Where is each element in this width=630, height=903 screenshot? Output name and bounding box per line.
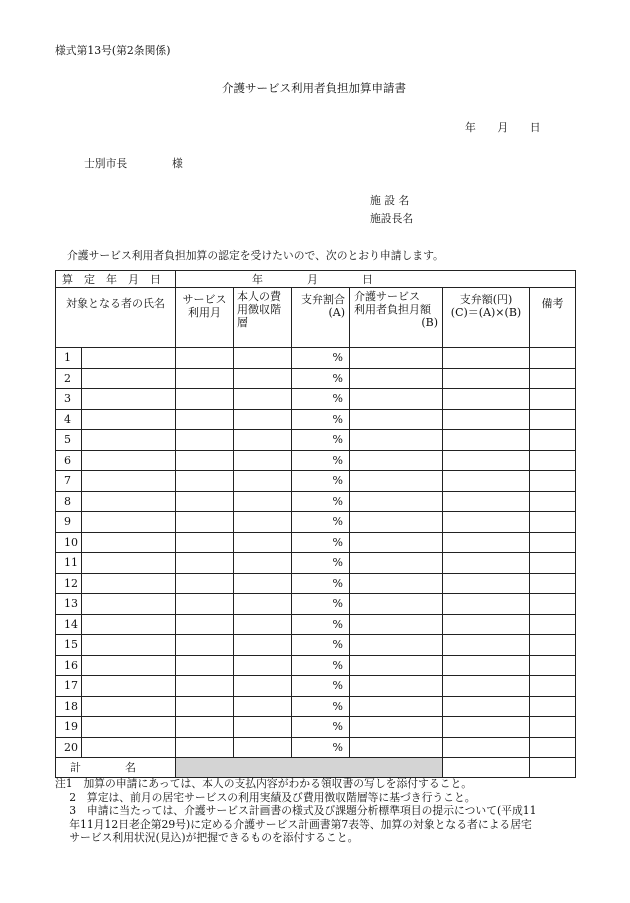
payment-amount-cell[interactable] — [443, 450, 530, 471]
monthly-burden-cell[interactable] — [350, 553, 443, 574]
name-cell[interactable] — [82, 635, 176, 656]
application-table — [55, 270, 576, 778]
monthly-burden-cell[interactable] — [350, 717, 443, 738]
service-month-cell[interactable] — [176, 348, 234, 369]
payment-rate-cell[interactable]: % — [292, 430, 350, 451]
table-row — [56, 635, 576, 656]
header-row — [56, 288, 576, 348]
remarks-cell[interactable] — [530, 471, 576, 492]
table-row — [56, 553, 576, 574]
name-cell[interactable] — [82, 676, 176, 697]
row-number: 11 — [56, 553, 82, 574]
name-cell[interactable] — [82, 368, 176, 389]
table-row — [56, 532, 576, 553]
monthly-burden-cell[interactable] — [350, 409, 443, 430]
payment-amount-cell[interactable] — [443, 409, 530, 430]
cost-tier-cell[interactable] — [234, 655, 292, 676]
cost-tier-cell[interactable] — [234, 594, 292, 615]
remarks-cell[interactable] — [530, 635, 576, 656]
name-cell[interactable] — [82, 717, 176, 738]
name-cell[interactable] — [82, 389, 176, 410]
cost-tier-cell[interactable] — [234, 430, 292, 451]
table-row — [56, 676, 576, 697]
cost-tier-cell[interactable] — [234, 553, 292, 574]
remarks-cell[interactable] — [530, 491, 576, 512]
cost-tier-cell[interactable] — [234, 512, 292, 533]
date-label: 算 定 年 月 日 — [56, 271, 176, 288]
total-amount-cell[interactable] — [443, 758, 530, 778]
table-row — [56, 409, 576, 430]
table-row — [56, 594, 576, 615]
payment-amount-cell[interactable] — [443, 737, 530, 758]
row-number: 6 — [56, 450, 82, 471]
row-number: 2 — [56, 368, 82, 389]
note-line: サービス利用状況(見込)が把握できるものを添付すること。 — [55, 831, 359, 844]
table-row — [56, 614, 576, 635]
remarks-cell[interactable] — [530, 430, 576, 451]
honorific: 様 — [172, 157, 183, 170]
table-row — [56, 573, 576, 594]
payment-amount-cell[interactable] — [443, 532, 530, 553]
row-number: 7 — [56, 471, 82, 492]
total-label: 計 名 — [56, 758, 176, 778]
remarks-cell[interactable] — [530, 450, 576, 471]
cost-tier-cell[interactable] — [234, 348, 292, 369]
row-number: 10 — [56, 532, 82, 553]
total-remarks-cell[interactable] — [530, 758, 576, 778]
table-row — [56, 696, 576, 717]
name-cell[interactable] — [82, 532, 176, 553]
remarks-cell[interactable] — [530, 409, 576, 430]
monthly-burden-cell[interactable] — [350, 655, 443, 676]
total-shaded-cell — [176, 758, 443, 778]
name-cell[interactable] — [82, 655, 176, 676]
service-month-cell[interactable] — [176, 389, 234, 410]
payment-rate-cell[interactable]: % — [292, 389, 350, 410]
payment-rate-cell[interactable]: % — [292, 676, 350, 697]
table-row — [56, 348, 576, 369]
name-cell[interactable] — [82, 471, 176, 492]
row-number: 20 — [56, 737, 82, 758]
table-row — [56, 512, 576, 533]
name-cell[interactable] — [82, 553, 176, 574]
row-number: 17 — [56, 676, 82, 697]
note-line: 2 算定は、前月の居宅サービスの利用実績及び費用徴収階層等に基づき行うこと。 — [55, 790, 476, 804]
name-cell[interactable] — [82, 491, 176, 512]
header-cost-tier: 本人の費 用徴収階 層 — [234, 288, 292, 348]
header-monthly-burden: 介護サービス 利用者負担月額 (B) — [350, 288, 443, 348]
row-number: 18 — [56, 696, 82, 717]
notes — [55, 777, 600, 845]
remarks-cell[interactable] — [530, 737, 576, 758]
cost-tier-cell[interactable] — [234, 717, 292, 738]
remarks-cell[interactable] — [530, 512, 576, 533]
service-month-cell[interactable] — [176, 573, 234, 594]
payment-rate-cell[interactable]: % — [292, 717, 350, 738]
service-month-cell[interactable] — [176, 430, 234, 451]
payment-rate-cell[interactable]: % — [292, 450, 350, 471]
payment-amount-cell[interactable] — [443, 368, 530, 389]
service-month-cell[interactable] — [176, 409, 234, 430]
note-line: 年11月12日老企第29号)に定める介護サービス計画書第7表等、加算の対象となる者による居宅 — [55, 817, 532, 831]
payment-amount-cell[interactable] — [443, 594, 530, 615]
payment-amount-cell[interactable] — [443, 635, 530, 656]
cost-tier-cell[interactable] — [234, 471, 292, 492]
note-line: 3 申請に当たっては、介護サービス計画書の様式及び課題分析標準項目の提示について(平成11 — [55, 804, 537, 817]
intro-text: 介護サービス利用者負担加算の認定を受けたいので、次のとおり申請します。 — [67, 249, 444, 262]
monthly-burden-cell[interactable] — [350, 696, 443, 717]
monthly-burden-cell[interactable] — [350, 491, 443, 512]
date-value[interactable]: 年 月 日 — [176, 271, 576, 288]
monthly-burden-cell[interactable] — [350, 471, 443, 492]
header-remarks: 備考 — [530, 288, 576, 348]
payment-rate-cell[interactable]: % — [292, 348, 350, 369]
form-number: 様式第13号(第2条関係) — [55, 44, 171, 57]
service-month-cell[interactable] — [176, 368, 234, 389]
remarks-cell[interactable] — [530, 348, 576, 369]
table-row — [56, 368, 576, 389]
remarks-cell[interactable] — [530, 594, 576, 615]
cost-tier-cell[interactable] — [234, 573, 292, 594]
header-name: 対象となる者の氏名 — [56, 288, 176, 348]
total-row — [56, 758, 576, 778]
service-month-cell[interactable] — [176, 635, 234, 656]
row-number: 15 — [56, 635, 82, 656]
row-number: 14 — [56, 614, 82, 635]
payment-amount-cell[interactable] — [443, 573, 530, 594]
payment-rate-cell[interactable]: % — [292, 573, 350, 594]
facility-name-label: 施 設 名 — [370, 194, 410, 207]
payment-rate-cell[interactable]: % — [292, 532, 350, 553]
addressee: 士別市長 — [84, 157, 128, 170]
table-row — [56, 491, 576, 512]
row-number: 9 — [56, 512, 82, 533]
service-month-cell[interactable] — [176, 737, 234, 758]
payment-amount-cell[interactable] — [443, 553, 530, 574]
payment-rate-cell[interactable]: % — [292, 409, 350, 430]
name-cell[interactable] — [82, 696, 176, 717]
monthly-burden-cell[interactable] — [350, 614, 443, 635]
payment-amount-cell[interactable] — [443, 717, 530, 738]
monthly-burden-cell[interactable] — [350, 348, 443, 369]
row-number: 1 — [56, 348, 82, 369]
payment-amount-cell[interactable] — [443, 471, 530, 492]
payment-rate-cell[interactable]: % — [292, 614, 350, 635]
monthly-burden-cell[interactable] — [350, 450, 443, 471]
remarks-cell[interactable] — [530, 389, 576, 410]
name-cell[interactable] — [82, 409, 176, 430]
cost-tier-cell[interactable] — [234, 389, 292, 410]
payment-rate-cell[interactable]: % — [292, 737, 350, 758]
table-row — [56, 430, 576, 451]
name-cell[interactable] — [82, 450, 176, 471]
service-month-cell[interactable] — [176, 450, 234, 471]
service-month-cell[interactable] — [176, 717, 234, 738]
name-cell[interactable] — [82, 573, 176, 594]
table-row — [56, 471, 576, 492]
service-month-cell[interactable] — [176, 676, 234, 697]
payment-amount-cell[interactable] — [443, 614, 530, 635]
date-line: 年 月 日 — [465, 121, 541, 134]
monthly-burden-cell[interactable] — [350, 430, 443, 451]
name-cell[interactable] — [82, 512, 176, 533]
cost-tier-cell[interactable] — [234, 614, 292, 635]
row-number: 16 — [56, 655, 82, 676]
table-row — [56, 389, 576, 410]
service-month-cell[interactable] — [176, 553, 234, 574]
service-month-cell[interactable] — [176, 614, 234, 635]
name-cell[interactable] — [82, 594, 176, 615]
payment-amount-cell[interactable] — [443, 512, 530, 533]
row-number: 19 — [56, 717, 82, 738]
payment-amount-cell[interactable] — [443, 491, 530, 512]
payment-rate-cell[interactable]: % — [292, 635, 350, 656]
name-cell[interactable] — [82, 737, 176, 758]
monthly-burden-cell[interactable] — [350, 594, 443, 615]
service-month-cell[interactable] — [176, 512, 234, 533]
monthly-burden-cell[interactable] — [350, 368, 443, 389]
monthly-burden-cell[interactable] — [350, 512, 443, 533]
monthly-burden-cell[interactable] — [350, 737, 443, 758]
payment-rate-cell[interactable]: % — [292, 696, 350, 717]
payment-rate-cell[interactable]: % — [292, 553, 350, 574]
cost-tier-cell[interactable] — [234, 368, 292, 389]
payment-rate-cell[interactable]: % — [292, 655, 350, 676]
cost-tier-cell[interactable] — [234, 737, 292, 758]
row-number: 4 — [56, 409, 82, 430]
remarks-cell[interactable] — [530, 676, 576, 697]
row-number: 13 — [56, 594, 82, 615]
payment-amount-cell[interactable] — [443, 389, 530, 410]
cost-tier-cell[interactable] — [234, 409, 292, 430]
date-row — [56, 271, 576, 288]
row-number: 8 — [56, 491, 82, 512]
service-month-cell[interactable] — [176, 655, 234, 676]
cost-tier-cell[interactable] — [234, 696, 292, 717]
monthly-burden-cell[interactable] — [350, 532, 443, 553]
header-service-month: サービス 利用月 — [176, 288, 234, 348]
facility-head-label: 施設長名 — [370, 212, 414, 225]
row-number: 12 — [56, 573, 82, 594]
form-title: 介護サービス利用者負担加算申請書 — [222, 81, 406, 95]
payment-amount-cell[interactable] — [443, 655, 530, 676]
cost-tier-cell[interactable] — [234, 491, 292, 512]
remarks-cell[interactable] — [530, 614, 576, 635]
header-payment-rate: 支弁割合 (A) — [292, 288, 350, 348]
name-cell[interactable] — [82, 348, 176, 369]
cost-tier-cell[interactable] — [234, 676, 292, 697]
monthly-burden-cell[interactable] — [350, 635, 443, 656]
remarks-cell[interactable] — [530, 573, 576, 594]
remarks-cell[interactable] — [530, 655, 576, 676]
payment-rate-cell[interactable]: % — [292, 512, 350, 533]
monthly-burden-cell[interactable] — [350, 389, 443, 410]
cost-tier-cell[interactable] — [234, 450, 292, 471]
payment-amount-cell[interactable] — [443, 696, 530, 717]
service-month-cell[interactable] — [176, 594, 234, 615]
service-month-cell[interactable] — [176, 491, 234, 512]
service-month-cell[interactable] — [176, 696, 234, 717]
table-row — [56, 737, 576, 758]
payment-rate-cell[interactable]: % — [292, 594, 350, 615]
row-number: 5 — [56, 430, 82, 451]
monthly-burden-cell[interactable] — [350, 676, 443, 697]
cost-tier-cell[interactable] — [234, 532, 292, 553]
table-row — [56, 717, 576, 738]
row-number: 3 — [56, 389, 82, 410]
remarks-cell[interactable] — [530, 696, 576, 717]
payment-amount-cell[interactable] — [443, 676, 530, 697]
name-cell[interactable] — [82, 614, 176, 635]
remarks-cell[interactable] — [530, 717, 576, 738]
table-row — [56, 450, 576, 471]
payment-amount-cell[interactable] — [443, 430, 530, 451]
service-month-cell[interactable] — [176, 532, 234, 553]
service-month-cell[interactable] — [176, 471, 234, 492]
payment-rate-cell[interactable]: % — [292, 471, 350, 492]
remarks-cell[interactable] — [530, 368, 576, 389]
monthly-burden-cell[interactable] — [350, 573, 443, 594]
header-payment-amount: 支弁額(円) (C)＝(A)×(B) — [443, 288, 530, 348]
remarks-cell[interactable] — [530, 532, 576, 553]
payment-rate-cell[interactable]: % — [292, 491, 350, 512]
payment-rate-cell[interactable]: % — [292, 368, 350, 389]
payment-amount-cell[interactable] — [443, 348, 530, 369]
name-cell[interactable] — [82, 430, 176, 451]
cost-tier-cell[interactable] — [234, 635, 292, 656]
remarks-cell[interactable] — [530, 553, 576, 574]
note-line: 注1 加算の申請にあっては、本人の支払内容がわかる領収書の写しを添付すること。 — [55, 777, 473, 790]
table-row — [56, 655, 576, 676]
